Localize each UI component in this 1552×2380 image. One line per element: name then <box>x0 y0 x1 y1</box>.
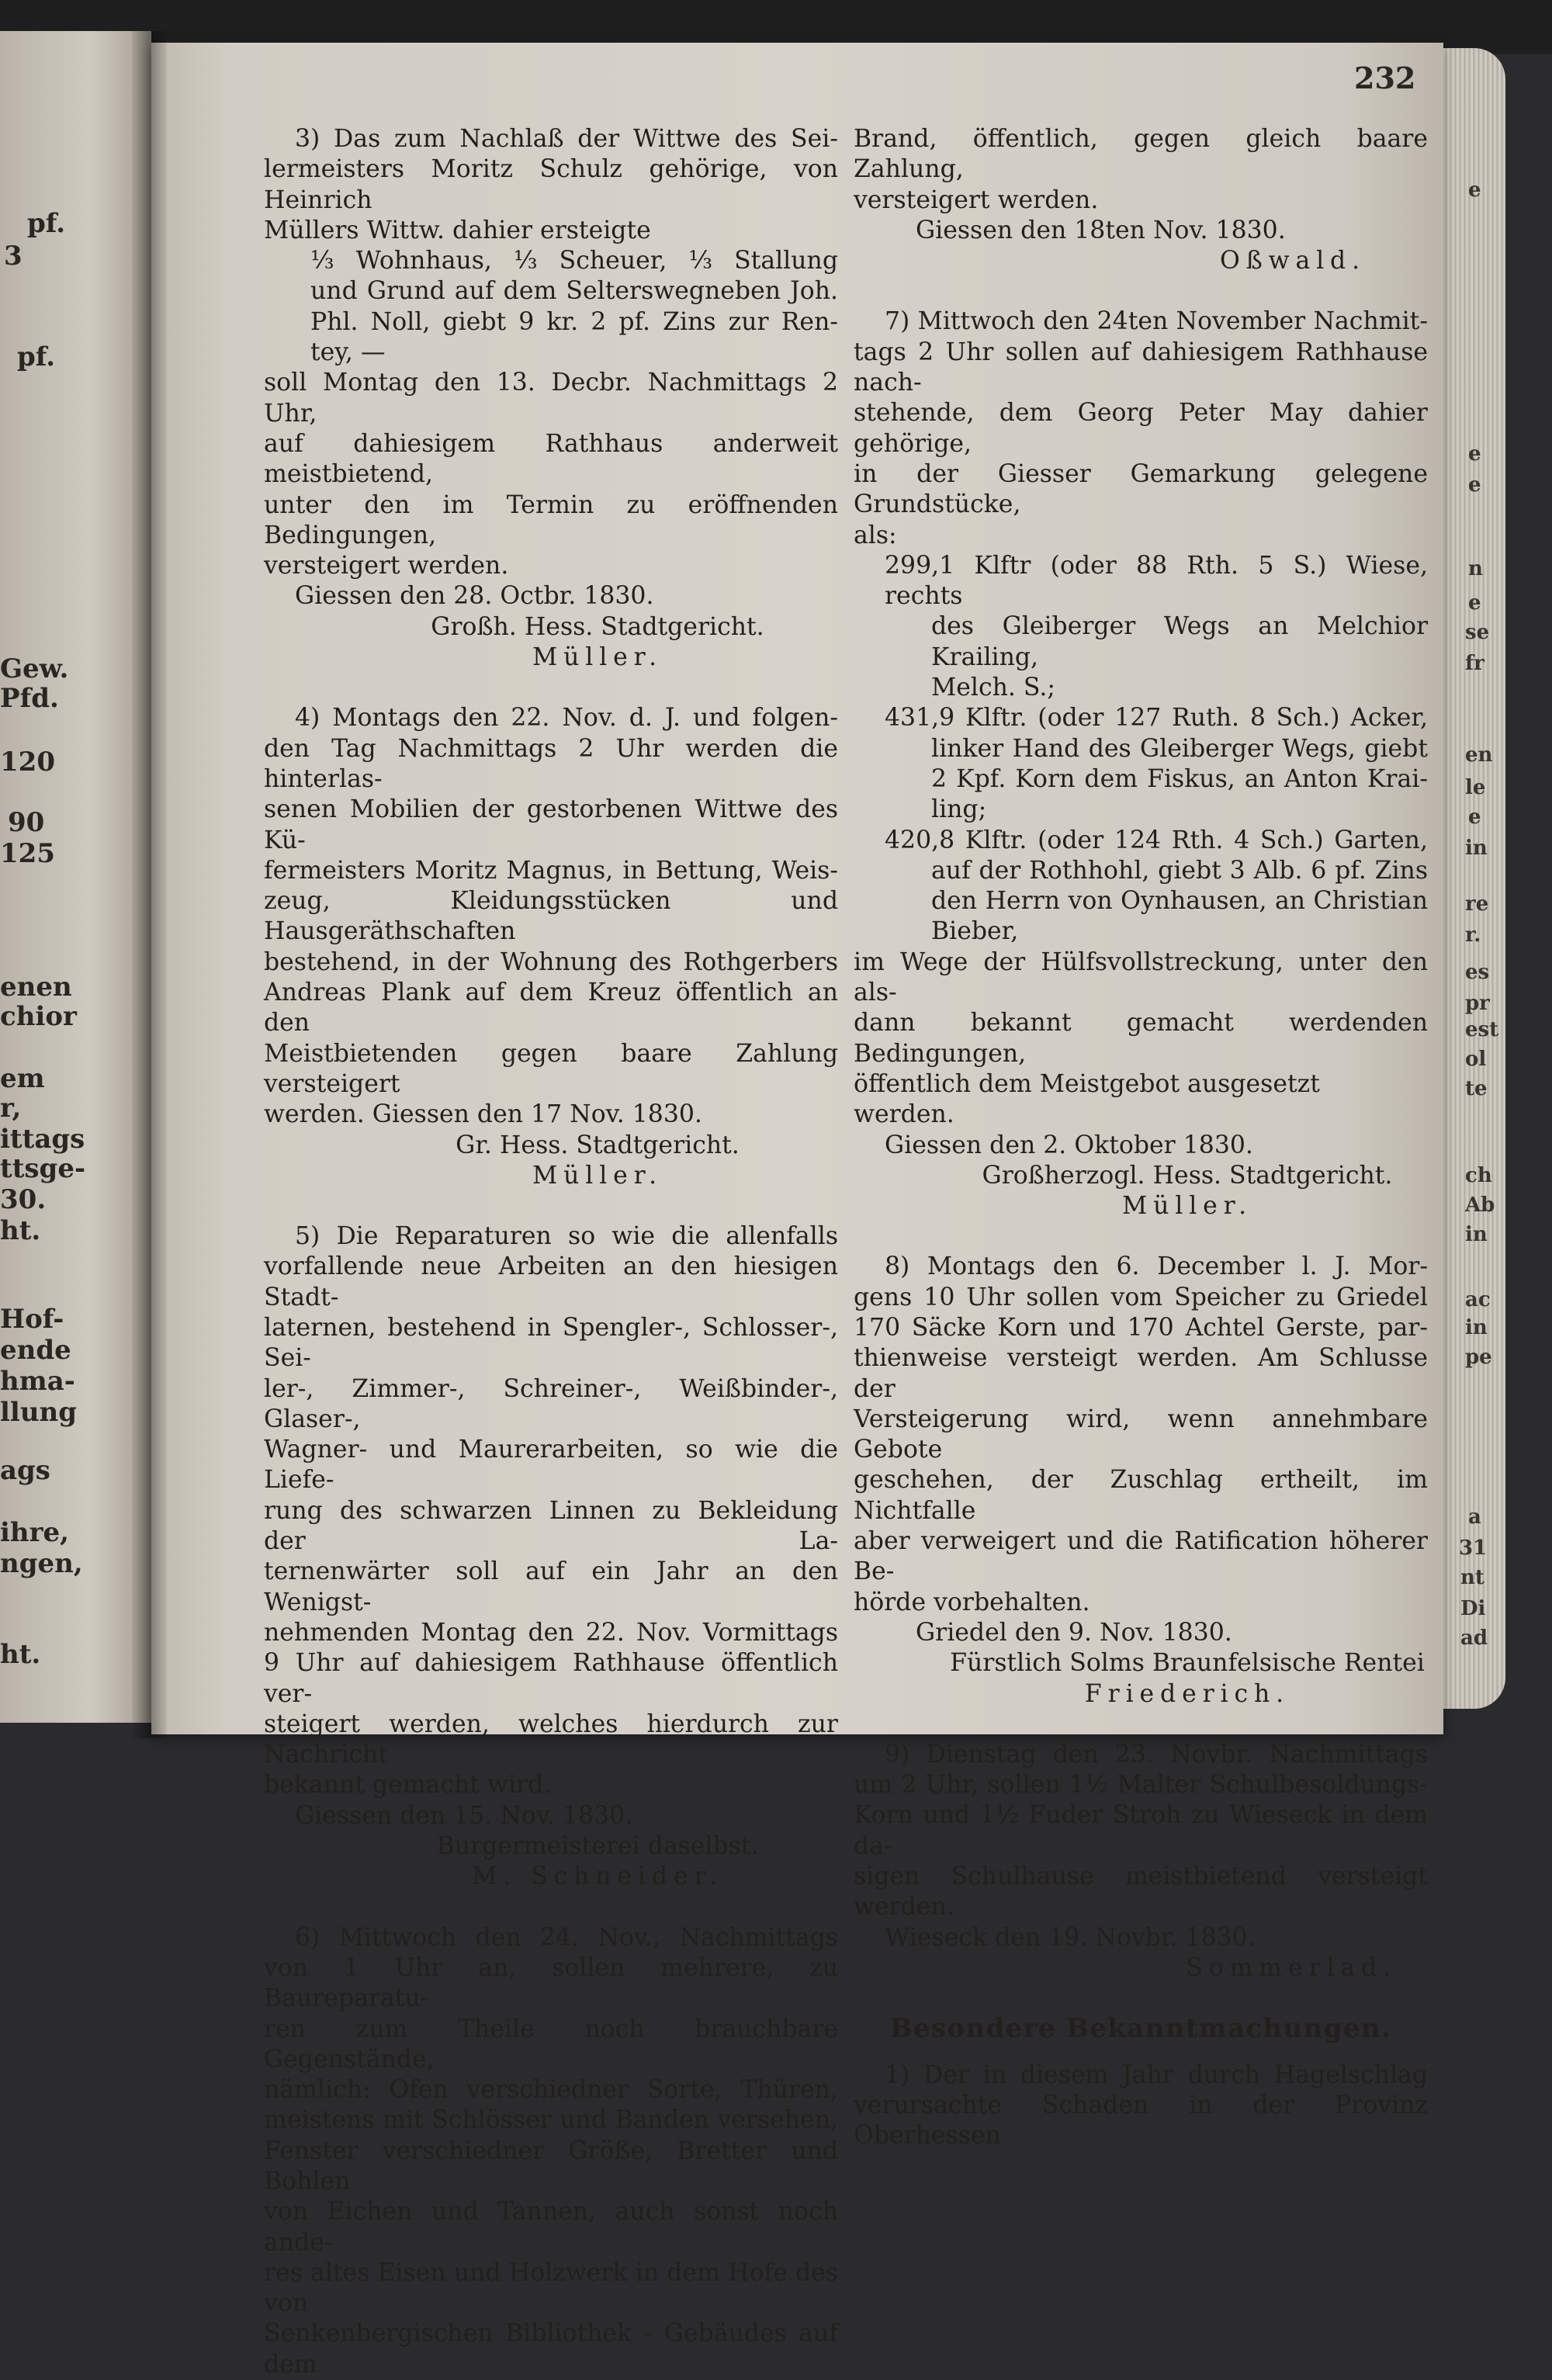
text-line: rung des schwarzen Linnen zu Bekleidung der La- <box>264 1496 838 1556</box>
text-line: nehmenden Montag den 22. Nov. Vormittags <box>264 1618 838 1647</box>
text-line: 6) Mittwoch den 24. Nov., Nachmittags <box>295 1923 838 1952</box>
notice-authority: Fürstlich Solms Braunfelsische Rentei <box>950 1649 1425 1678</box>
text-line: 8) Montags den 6. December l. J. Mor- <box>885 1252 1428 1281</box>
notice-authority: Großherzogl. Hess. Stadtgericht. <box>982 1161 1393 1190</box>
notice-date: Giessen den 28. Octbr. 1830. <box>295 582 654 611</box>
text-line: Korn und 1½ Fuder Stroh zu Wieseck in dem da- <box>854 1801 1428 1860</box>
text-line: von Eichen und Tannen, auch sonst noch ande- <box>264 2198 838 2257</box>
text-line: 5) Die Reparaturen so wie die allenfalls <box>295 1222 838 1251</box>
margin-fragment: in <box>1465 1316 1488 1339</box>
left-fragment: Pfd. <box>0 683 59 714</box>
left-fragment: 3 <box>4 241 23 272</box>
notice-date: Giessen den 15. Nov. 1830. <box>295 1801 633 1830</box>
text-line: öffentlich dem Meistgebot ausgesetzt werden. <box>854 1069 1320 1129</box>
notice-7 <box>854 307 1428 1221</box>
margin-fragment: 31 <box>1459 1536 1488 1560</box>
text-line: Wagner- und Maurerarbeiten, so wie die Liefe- <box>264 1436 838 1495</box>
left-fragment: em <box>0 1063 45 1094</box>
text-line: res altes Eisen und Holzwerk in dem Hofe des von <box>264 2258 838 2318</box>
notice-date: Griedel den 9. Nov. 1830. <box>916 1618 1232 1647</box>
notice-date: Giessen den 2. Oktober 1830. <box>885 1131 1253 1159</box>
text-line: versteigert werden. <box>264 552 509 580</box>
text-line: des Gleiberger Wegs an Melchior Krailing, <box>931 612 1428 671</box>
left-fragment: 90 <box>8 807 45 838</box>
text-line: 2 Kpf. Korn dem Fiskus, an Anton Krai- <box>931 764 1428 793</box>
text-line: werden. Giessen den 17 Nov. 1830. <box>264 1100 702 1129</box>
text-line: 420,8 Klftr. (oder 124 Rth. 4 Sch.) Garten, <box>885 826 1428 854</box>
text-line: nämlich: Ofen verschiedner Sorte, Thüren, <box>264 2076 838 2105</box>
text-line: bekannt gemacht wird. <box>264 1771 552 1800</box>
text-line: meistens mit Schlösser und Banden versehen, <box>264 2106 838 2135</box>
text-line: Bieber, <box>931 917 1019 946</box>
notice-signature: Müller. <box>1121 1192 1253 1221</box>
notice-signature: M. Schneider. <box>472 1862 723 1891</box>
margin-fragment: ol <box>1465 1048 1487 1071</box>
left-fragment: ende <box>0 1335 71 1366</box>
left-fragment: chior <box>0 1001 77 1032</box>
text-line: ren zum Theile noch brauchbare Gegenstände, <box>264 2015 838 2073</box>
text-line: steigert werden, welches hierdurch zur Nachricht <box>264 1710 838 1769</box>
notice-authority: Burgermeisterei daselbst. <box>436 1832 759 1861</box>
text-line: fermeisters Moritz Magnus, in Bettung, Weis- <box>264 856 838 885</box>
left-fragment: r, <box>0 1093 22 1124</box>
left-fragment: ihre, <box>0 1517 70 1548</box>
margin-fragment: e <box>1468 178 1481 202</box>
notice-5 <box>264 1221 838 1893</box>
book-binding <box>132 31 167 1738</box>
margin-fragment: e <box>1468 473 1481 497</box>
margin-fragment: n <box>1468 557 1483 580</box>
notice-7-item-3 <box>854 826 1428 947</box>
text-line: Wieseck den 19. Novbr. 1830. <box>885 1923 1256 1952</box>
text-line: 170 Säcke Korn und 170 Achtel Gerste, par- <box>854 1313 1428 1342</box>
text-line: von 1 Uhr an, sollen mehrere, zu Baureparatu- <box>264 1953 838 2013</box>
left-fragment: Hof- <box>0 1304 64 1335</box>
text-line: thienweise versteigt werden. Am Schlusse der <box>854 1344 1428 1403</box>
text-line: tey, — <box>310 338 386 367</box>
notice-6 <box>264 1923 838 2380</box>
margin-fragment: ad <box>1460 1627 1488 1650</box>
margin-fragment: le <box>1465 776 1486 799</box>
left-fragment: enen <box>0 972 72 1003</box>
text-line: auf dahiesigem Rathhaus anderweit meistbietend, <box>264 429 838 489</box>
text-line: Meistbietenden gegen baare Zahlung versteigert <box>264 1039 838 1098</box>
text-line: 431,9 Klftr. (oder 127 Ruth. 8 Sch.) Acker, <box>885 704 1428 733</box>
margin-fragment: pe <box>1465 1346 1492 1369</box>
notice-3 <box>264 124 838 673</box>
text-line: bestehend, in der Wohnung des Rothgerbers <box>264 947 838 976</box>
left-fragment: 30. <box>0 1184 47 1215</box>
text-line: im Wege der Hülfsvollstreckung, unter den als- <box>854 947 1428 1007</box>
margin-fragment: in <box>1465 837 1488 860</box>
margin-fragment: pr <box>1465 992 1490 1015</box>
notice-8 <box>854 1252 1428 1709</box>
text-line: versteigert werden. <box>854 185 1099 214</box>
margin-fragment: est <box>1465 1018 1499 1041</box>
text-line: senen Mobilien der gestorbenen Wittwe des Kü- <box>264 795 838 854</box>
text-line: geschehen, der Zuschlag ertheilt, im Nichtfalle <box>854 1466 1428 1525</box>
text-line: auf der Rothhohl, giebt 3 Alb. 6 pf. Zins <box>931 856 1428 885</box>
column-left <box>264 124 838 2380</box>
text-line: stehende, dem Georg Peter May dahier gehörige, <box>854 399 1428 458</box>
margin-fragment: e <box>1468 805 1481 829</box>
text-line: verursachte Schaden in der Provinz Oberhessen <box>854 2091 1428 2150</box>
section-heading: Besondere Bekanntmachungen. <box>889 2013 1392 2045</box>
text-line: 9 Uhr auf dahiesigem Rathhause öffentlich ver- <box>264 1649 838 1708</box>
left-fragment: ht. <box>0 1215 41 1246</box>
text-line: aber verweigert und die Ratification höherer Be- <box>854 1527 1428 1586</box>
notice-date: Giessen den 18ten Nov. 1830. <box>916 216 1286 244</box>
margin-fragment: en <box>1465 743 1493 767</box>
margin-fragment: Ab <box>1465 1193 1495 1217</box>
text-line: tags 2 Uhr sollen auf dahiesigem Rathhause nach- <box>854 338 1428 397</box>
text-line: Andreas Plank auf dem Kreuz öffentlich an den <box>264 979 838 1038</box>
margin-fragment: fr <box>1465 652 1484 675</box>
text-line: Senkenbergischen Bibliothek - Gebäudes auf dem <box>264 2319 838 2378</box>
notice-3-item <box>264 246 838 368</box>
left-fragment: ttsge- <box>0 1153 86 1184</box>
notice-signature: Oßwald. <box>1220 247 1366 275</box>
left-fragment: ittags <box>0 1124 85 1155</box>
margin-fragment: te <box>1465 1077 1488 1100</box>
text-line: unter den im Termin zu eröffnenden Bedingungen, <box>264 490 838 549</box>
text-line: 9) Dienstag den 23. Novbr. Nachmittags <box>885 1740 1428 1769</box>
margin-fragment: nt <box>1460 1566 1484 1589</box>
text-line: dann bekannt gemacht werdenden Bedingungen, <box>854 1009 1428 1068</box>
margin-fragment: in <box>1465 1223 1488 1246</box>
text-line: den Tag Nachmittags 2 Uhr werden die hinterlas- <box>264 734 838 793</box>
text-line: soll Montag den 13. Decbr. Nachmittags 2 Uhr, <box>264 369 838 428</box>
margin-fragment: re <box>1465 892 1489 916</box>
text-line: zeug, Kleidungsstücken und Hausgeräthschaften <box>264 887 838 946</box>
notice-authority: Großh. Hess. Stadtgericht. <box>431 612 764 641</box>
left-fragment: ngen, <box>0 1548 83 1579</box>
text-line: 4) Montags den 22. Nov. d. J. und folgen- <box>295 704 838 733</box>
left-fragment: llung <box>0 1397 78 1428</box>
left-fragment: 120 <box>0 747 55 778</box>
text-line: den Herrn von Oynhausen, an Christian <box>931 887 1428 916</box>
text-line: 7) Mittwoch den 24ten November Nachmit- <box>885 307 1428 336</box>
left-fragment: hma- <box>0 1366 75 1397</box>
announcement-1 <box>854 2060 1428 2152</box>
text-line: 299,1 Klftr (oder 88 Rth. 5 S.) Wiese, rechts <box>885 551 1428 611</box>
text-line: Brand, öffentlich, gegen gleich baare Zahlung, <box>854 125 1428 184</box>
text-line: Fenster verschiedner Größe, Bretter und Bohlen <box>264 2136 838 2195</box>
margin-fragment: es <box>1465 961 1490 984</box>
notice-4 <box>264 703 838 1191</box>
text-line: in der Giesser Gemarkung gelegene Grundstücke, <box>854 459 1428 519</box>
notice-6-continued <box>854 124 1428 276</box>
left-fragment: pf. <box>27 208 66 239</box>
text-line: linker Hand des Gleiberger Wegs, giebt <box>931 734 1428 763</box>
column-right <box>854 124 1428 2151</box>
left-fragment: ags <box>0 1455 50 1486</box>
text-line: vorfallende neue Arbeiten an den hiesigen Stadt- <box>264 1252 838 1311</box>
margin-fragment: r. <box>1465 923 1481 947</box>
text-line: ⅓ Wohnhaus, ⅓ Scheuer, ⅓ Stallung <box>310 247 838 275</box>
margin-fragment: a <box>1468 1505 1481 1529</box>
left-fragment: pf. <box>17 341 56 372</box>
text-line: als: <box>854 521 897 549</box>
text-line: sigen Schulhause meistbietend versteigt werden. <box>854 1862 1428 1921</box>
notice-signature: Müller. <box>532 1161 663 1190</box>
text-line: 1) Der in diesem Jahr durch Hagelschlag <box>885 2060 1428 2089</box>
text-line: Müllers Wittw. dahier ersteigte <box>264 216 651 244</box>
text-line: und Grund auf dem Selterswegneben Joh. <box>310 277 838 306</box>
margin-fragment: e <box>1468 591 1481 615</box>
text-line: ling; <box>931 795 987 824</box>
text-line: ternenwärter soll auf ein Jahr an den Wenigst- <box>264 1557 838 1616</box>
text-line: hörde vorbehalten. <box>854 1588 1090 1616</box>
text-line: Versteigerung wird, wenn annehmbare Gebote <box>854 1405 1428 1464</box>
margin-fragment: se <box>1465 621 1490 644</box>
text-line: gens 10 Uhr sollen vom Speicher zu Griedel <box>854 1283 1428 1311</box>
text-line: laternen, bestehend in Spengler-, Schlosser-, Sei- <box>264 1313 838 1373</box>
margin-fragment: e <box>1468 442 1481 466</box>
text-line: lermeisters Moritz Schulz gehörige, von Heinrich <box>264 155 838 214</box>
left-fragment: 125 <box>0 838 55 869</box>
text-line: Melch. S.; <box>931 674 1056 702</box>
notice-authority: Gr. Hess. Stadtgericht. <box>456 1131 740 1159</box>
text-line: Phl. Noll, giebt 9 kr. 2 pf. Zins zur Ren- <box>310 307 838 336</box>
text-line: 3) Das zum Nachlaß der Wittwe des Sei- <box>295 125 838 153</box>
notice-signature: Müller. <box>532 643 663 672</box>
notice-signature: Sommerlad. <box>1186 1953 1397 1982</box>
page-number: 232 <box>1354 61 1416 95</box>
margin-fragment: ac <box>1465 1288 1491 1311</box>
notice-7-item-2 <box>854 703 1428 825</box>
margin-fragment: ch <box>1465 1164 1492 1187</box>
notice-7-item-1 <box>854 551 1428 703</box>
notice-9 <box>854 1740 1428 1983</box>
left-fragment: Gew. <box>0 653 69 684</box>
text-line: um 2 Uhr, sollen 1½ Malter Schulbesoldungs- <box>854 1771 1428 1800</box>
left-fragment: ht. <box>0 1639 41 1670</box>
notice-signature: Friederich. <box>1084 1679 1290 1708</box>
text-line: ler-, Zimmer-, Schreiner-, Weißbinder-, Glaser-, <box>264 1374 838 1433</box>
margin-fragment: Di <box>1460 1597 1486 1620</box>
